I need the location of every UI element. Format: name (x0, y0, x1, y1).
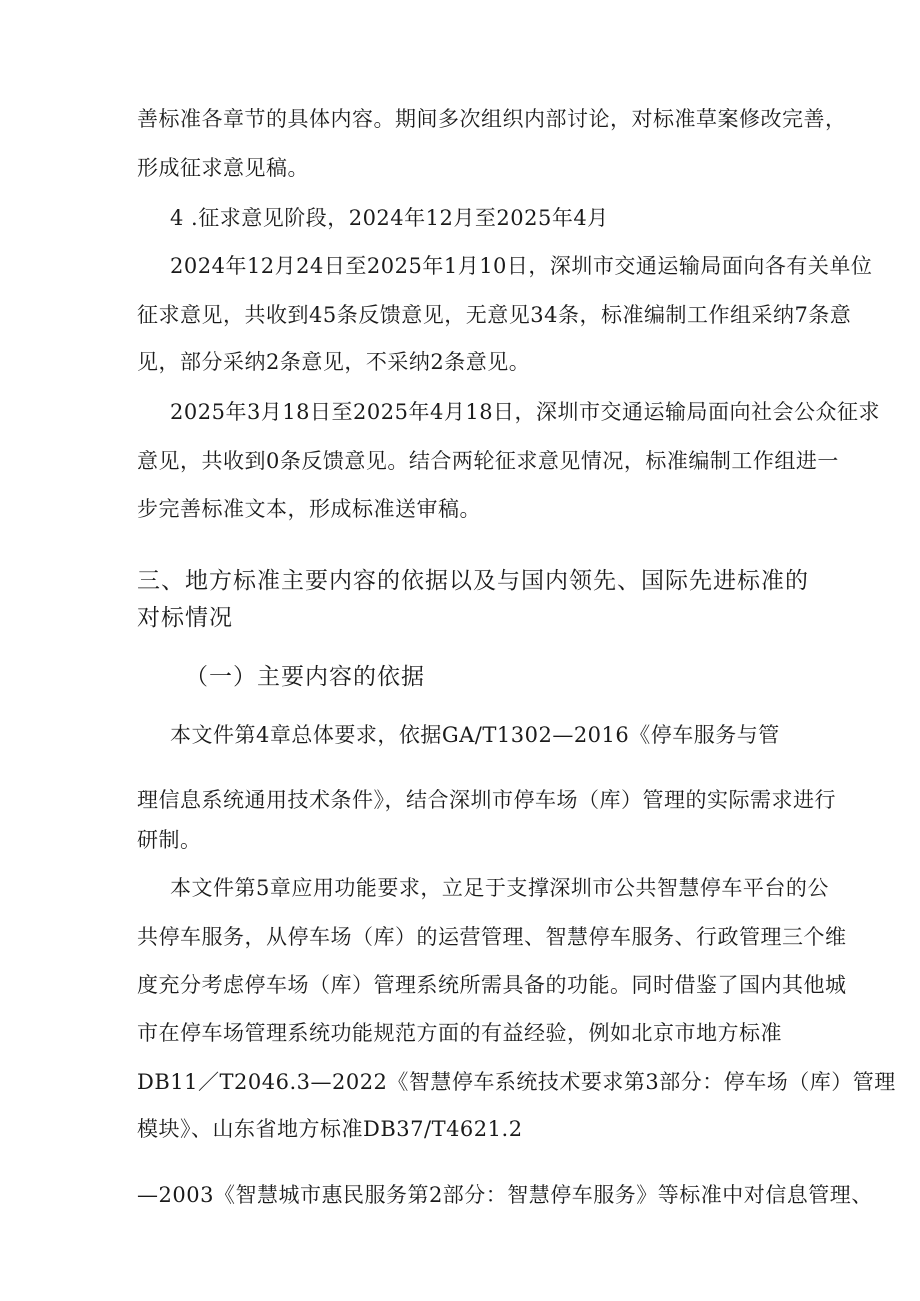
paragraph-line: 共停车服务，从停车场（库）的运营管理、智慧停车服务、行政管理三个维 (137, 925, 847, 949)
subsection-heading: （一）主要内容的依据 (185, 664, 425, 690)
paragraph-line: DB11／T2046.3—2022《智慧停车系统技术要求第3部分：停车场（库）管理 (137, 1070, 896, 1094)
paragraph-line: 2025年3月18日至2025年4月18日，深圳市交通运输局面向社会公众征求 (170, 400, 881, 424)
paragraph-line: 形成征求意见稿。 (137, 156, 309, 180)
section-heading: 对标情况 (137, 605, 233, 631)
paragraph-line: —2003《智慧城市惠民服务第2部分：智慧停车服务》等标准中对信息管理、 (137, 1183, 873, 1207)
paragraph-line: 理信息系统通用技术条件》，结合深圳市停车场（库）管理的实际需求进行 (137, 788, 836, 812)
section-heading: 三、地方标准主要内容的依据以及与国内领先、国际先进标准的 (137, 568, 809, 594)
paragraph-line: 见，部分采纳2条意见，不采纳2条意见。 (137, 350, 531, 374)
paragraph-line: 征求意见，共收到45条反馈意见，无意见34条，标准编制工作组采纳7条意 (137, 303, 852, 327)
paragraph-line: 模块》、山东省地方标准DB37/T4621.2 (137, 1117, 523, 1141)
paragraph-line: 市在停车场管理系统功能规范方面的有益经验，例如北京市地方标准 (137, 1021, 782, 1045)
paragraph-line: 步完善标准文本，形成标准送审稿。 (137, 497, 481, 521)
paragraph-line: 意见，共收到0条反馈意见。结合两轮征求意见情况，标准编制工作组进一 (137, 449, 839, 473)
paragraph-line: 本文件第4章总体要求，依据GA/T1302—2016《停车服务与管 (170, 723, 780, 747)
paragraph-line: 本文件第5章应用功能要求，立足于支撑深圳市公共智慧停车平台的公 (170, 876, 829, 900)
paragraph-line: 度充分考虑停车场（库）管理系统所需具备的功能。同时借鉴了国内其他城 (137, 973, 847, 997)
paragraph-line: 2024年12月24日至2025年1月10日，深圳市交通运输局面向各有关单位 (170, 254, 873, 278)
paragraph-line: 善标准各章节的具体内容。期间多次组织内部讨论，对标准草案修改完善， (137, 107, 847, 131)
paragraph-line: 研制。 (137, 828, 202, 852)
section-item-4: 4 .征求意见阶段，2024年12月至2025年4月 (170, 206, 609, 230)
